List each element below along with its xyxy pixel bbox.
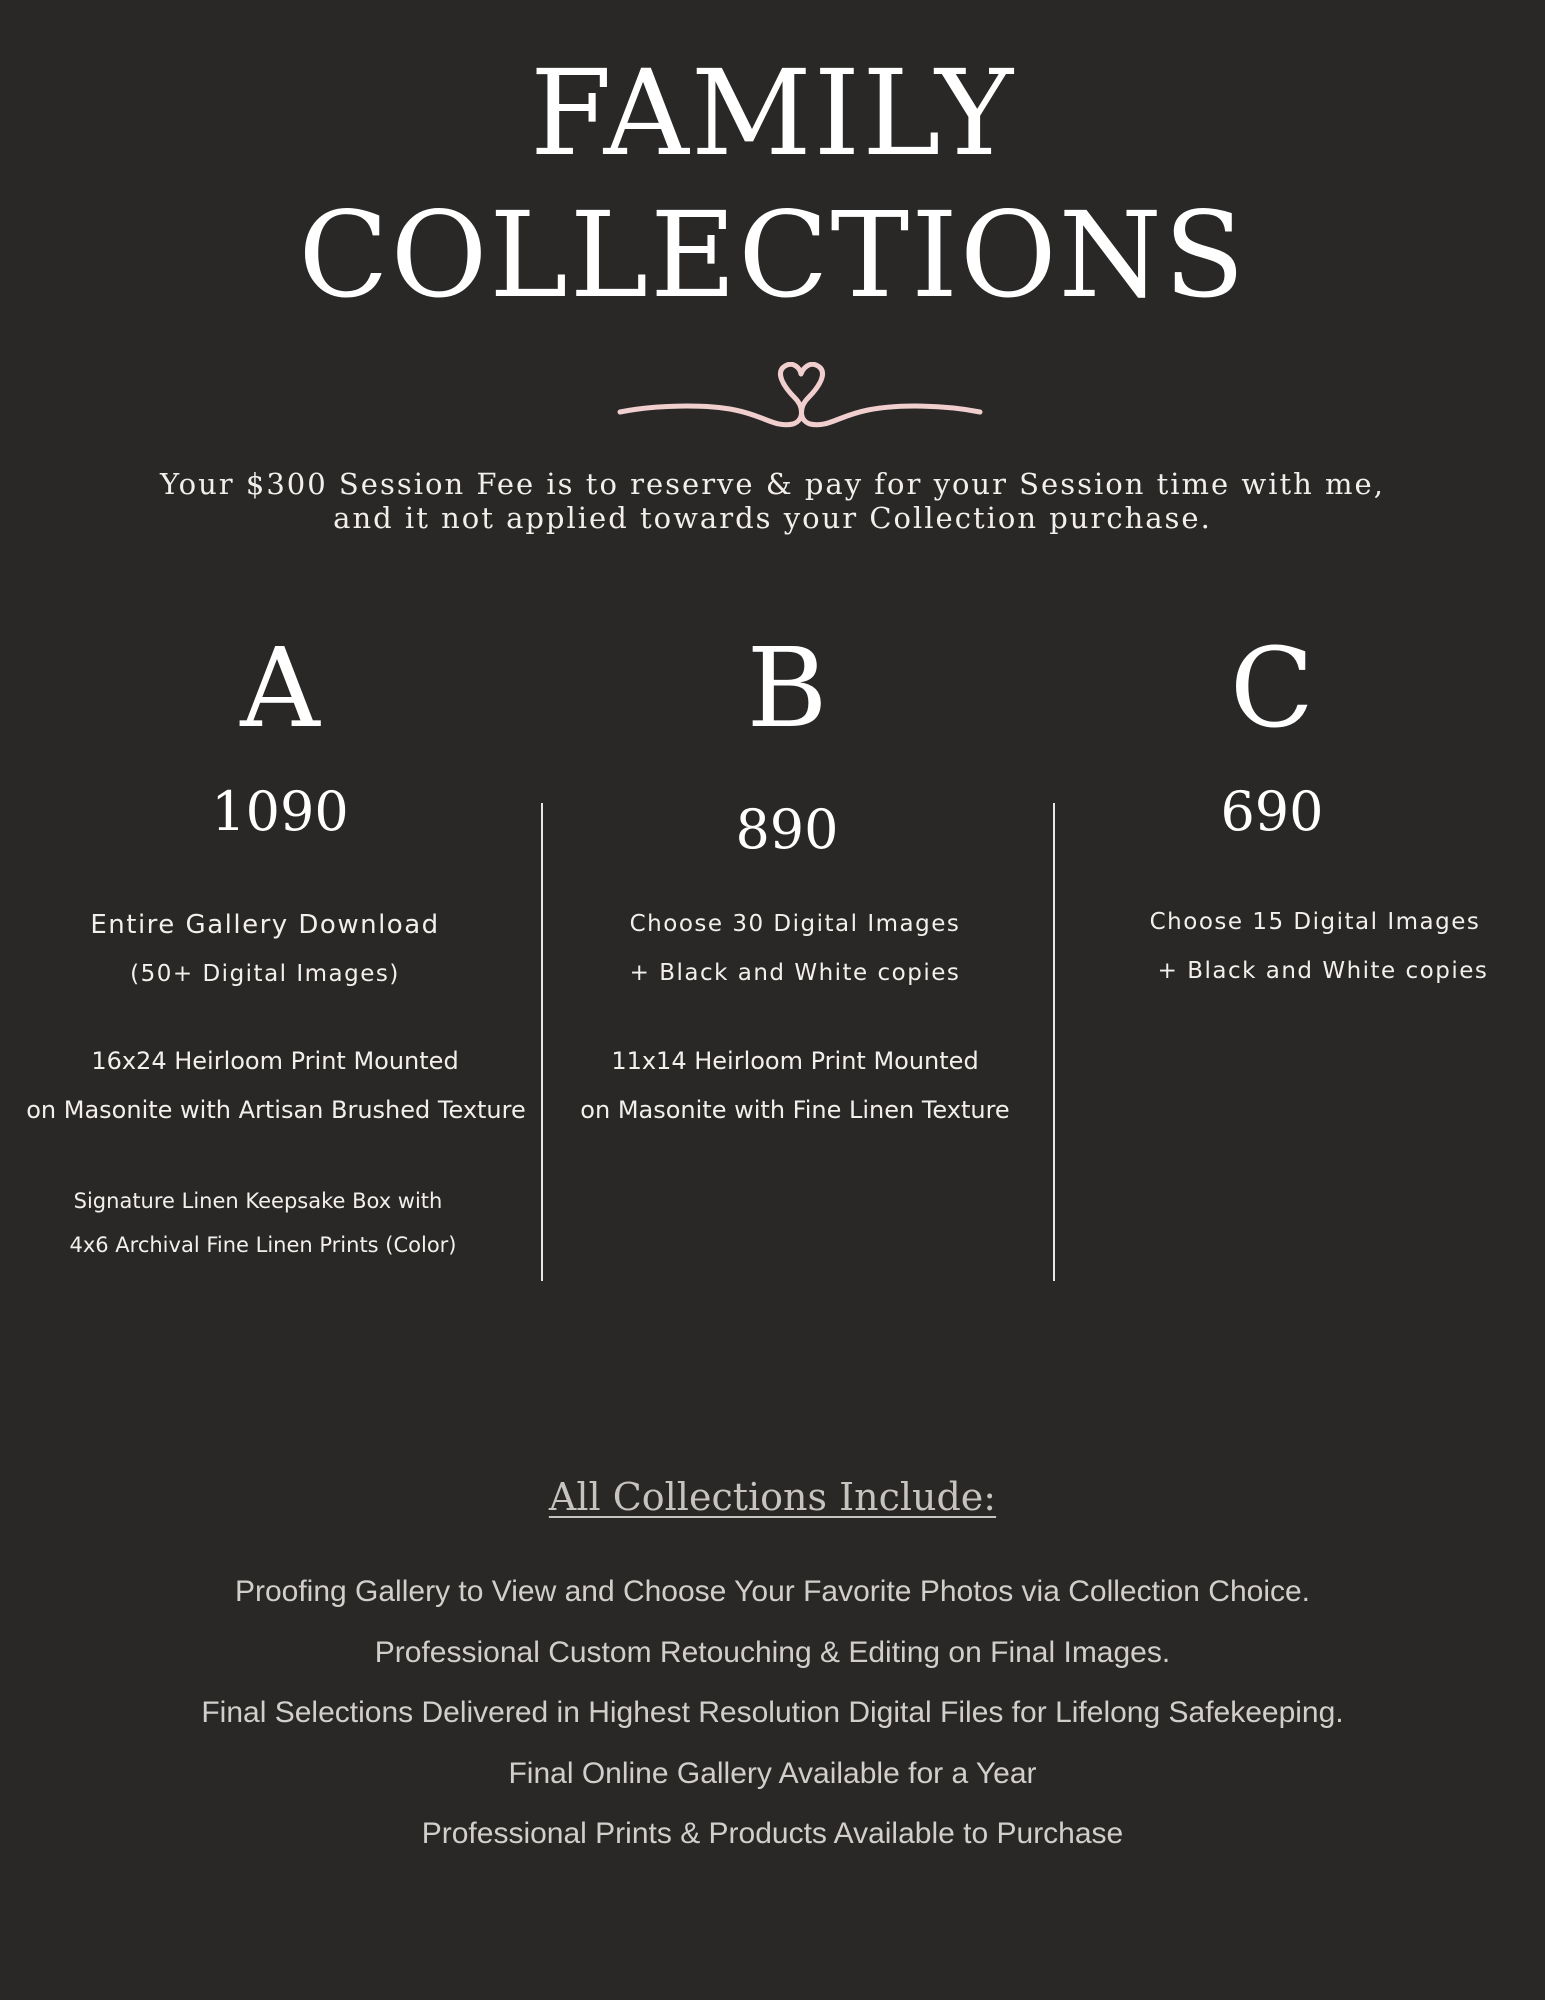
collection-c-letter: C <box>1229 624 1315 752</box>
session-note-line-1: Your $300 Session Fee is to reserve & pay for your Session time with me, <box>160 467 1385 501</box>
collection-a-feature: (50+ Digital Images) <box>130 961 400 987</box>
session-fee-note <box>0 467 1545 535</box>
collection-b-feature: Choose 30 Digital Images <box>629 911 961 937</box>
collection-c-price: 690 <box>1220 780 1324 843</box>
collection-a-feature: Entire Gallery Download <box>90 910 440 940</box>
collection-a-feature: Signature Linen Keepsake Box with <box>73 1189 443 1213</box>
page-title-line-1: FAMILY <box>530 44 1015 182</box>
collection-a-price: 1090 <box>211 780 349 843</box>
collection-c-feature: + Black and White copies <box>1157 958 1489 984</box>
list-item: Final Selections Delivered in Highest Resolution Digital Files for Lifelong Safekeeping. <box>201 1696 1344 1729</box>
collection-b-feature: on Masonite with Fine Linen Texture <box>580 1096 1010 1124</box>
collection-a-feature: 4x6 Archival Fine Linen Prints (Color) <box>69 1233 457 1257</box>
collection-b-letter: B <box>746 624 828 752</box>
list-item: Professional Prints & Products Available to Purchase <box>421 1817 1124 1850</box>
session-note-line-2: and it not applied towards your Collection purchase. <box>333 501 1212 535</box>
collection-c-feature: Choose 15 Digital Images <box>1149 909 1481 935</box>
collection-a-letter: A <box>240 624 320 752</box>
collection-a-feature: 16x24 Heirloom Print Mounted <box>91 1047 459 1075</box>
list-item: Final Online Gallery Available for a Year <box>508 1756 1037 1790</box>
includes-list <box>0 1562 1545 1865</box>
collection-a-feature: on Masonite with Artisan Brushed Texture <box>26 1096 526 1124</box>
column-divider <box>1053 803 1055 1281</box>
includes-heading: All Collections Include: <box>548 1475 997 1519</box>
list-item: Proofing Gallery to View and Choose Your Favorite Photos via Collection Choice. <box>234 1575 1311 1608</box>
heart-flourish-icon <box>615 362 985 432</box>
page-title-line-2: COLLECTIONS <box>298 186 1247 324</box>
collection-b-feature: + Black and White copies <box>629 960 961 986</box>
collection-b-price: 890 <box>735 798 839 861</box>
column-divider <box>541 803 543 1281</box>
list-item: Professional Custom Retouching & Editing on Final Images. <box>374 1635 1171 1669</box>
collection-b-feature: 11x14 Heirloom Print Mounted <box>611 1047 979 1075</box>
